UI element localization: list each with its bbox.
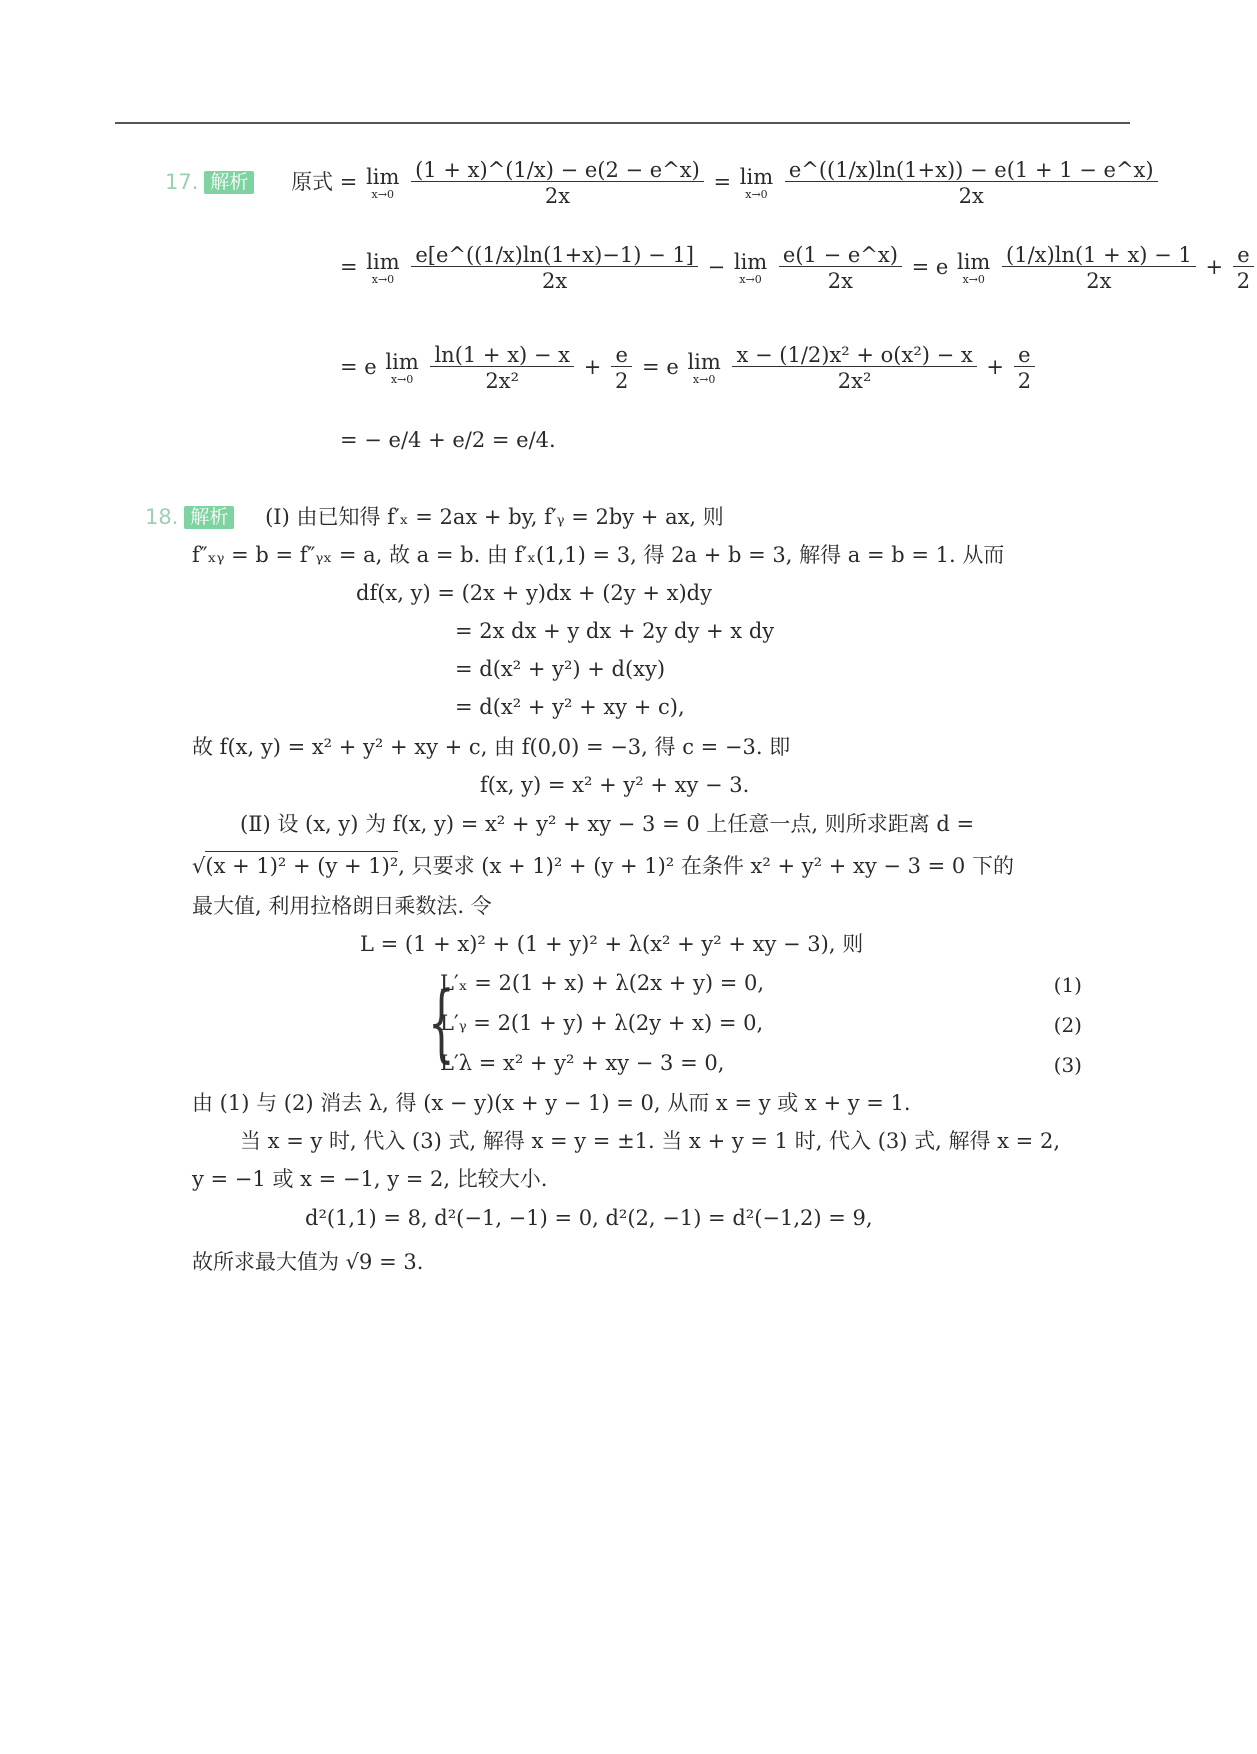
lim: lim x→0 (366, 250, 400, 286)
system-eq-3: L′λ = x² + y² + xy − 3 = 0, (440, 1051, 725, 1075)
fraction: $\frac{(1/x)\ln(1 + x) - 1}{2x}$ (1002, 245, 1196, 292)
sqrt-expression: (x + 1)² + (y + 1)² (205, 851, 398, 878)
p18-line-13: 由 (1) 与 (2) 消去 λ, 得 (x − y)(x + y − 1) = 0, 从而 x = y 或 x + y = 1. (192, 1091, 911, 1115)
p18-line-8: f(x, y) = x² + y² + xy − 3. (480, 773, 750, 797)
lim: lim x→0 (385, 350, 419, 386)
lim: lim x→0 (733, 250, 768, 286)
system-brace: { (428, 973, 455, 1071)
p18-line-2: f″ₓᵧ = b = f″ᵧₓ = a, 故 a = b. 由 f′ₓ(1,1) = 3, 得 2a + b = 3, 解得 a = b = 1. 从而 (192, 543, 1005, 567)
fraction: $\frac{e\^{}((1/x)\ln(1+x)) - e(1 + 1 - e\^{}x)}{2x}$ (785, 160, 1158, 207)
system-eq-2: L′ᵧ = 2(1 + y) + λ(2y + x) = 0, (440, 1011, 764, 1035)
equation-number-3: (3) (1053, 1053, 1082, 1077)
system-eq-1: L′ₓ = 2(1 + x) + λ(2x + y) = 0, (440, 971, 765, 995)
fraction: $\frac{\ln(1 + x) - x}{\text{2x²}}$ (430, 345, 574, 392)
p18-line-12: L = (1 + x)² + (1 + y)² + λ(x² + y² + xy − 3), 则 (360, 932, 864, 956)
fraction: $\frac{e(1 - e\^{}x)}{2x}$ (779, 245, 902, 292)
lim: lim x→0 (956, 250, 991, 286)
p17-line-2: = lim x→0 $\frac{e[e\^{}((1/x)\ln(1+x)-1) - 1]}{2x}$ − lim x→0 $\frac{e(1 - e\^{}x)}{2x}$ = e lim x→0 $\frac{(1/x)\ln(1 + x) - 1}{2x}$ + $\frac{e}{2}$ (340, 245, 1257, 292)
fraction: $\frac{e}{2}$ (1014, 345, 1035, 392)
fraction: $\frac{e[e\^{}((1/x)\ln(1+x)-1) - 1]}{2x}$ (411, 245, 698, 292)
p18-number: 18. (145, 505, 179, 529)
lim: lim x→0 (687, 350, 721, 386)
p18-line-11: 最大值, 利用拉格朗日乘数法. 令 (192, 894, 492, 918)
p18-line-10: √(x + 1)² + (y + 1)², 只要求 (x + 1)² + (y + 1)² 在条件 x² + y² + xy − 3 = 0 下的 (192, 856, 1014, 877)
p17-line-3: = e lim x→0 $\frac{\ln(1 + x) - x}{\text{2x²}}$ + $\frac{e}{2}$ = e lim x→0 $\frac{\text{x − (1/2)x² + o(x²) − x}}{\text{2x²}}$ + $\frac{e}{2}$ (340, 345, 1038, 392)
p18-line-1: 18. 解析 (Ⅰ) 由已知得 f′ₓ = 2ax + by, f′ᵧ = 2by + ax, 则 (145, 505, 724, 529)
p17-number: 17. (165, 170, 199, 194)
p18-line-15: y = −1 或 x = −1, y = 2, 比较大小. (192, 1167, 548, 1191)
p17-line-1: 17. 解析 原式 = lim x→0 $\frac{(1 + x)\^{}(1/x) - e(2 - e\^{}x)}{2x}$ = lim x→0 $\frac{e\^{}((1/x)\ln(1+x)) - e(1 + 1 - e\^{}x)}{2x}$ (165, 160, 1161, 207)
p18-line-14: 当 x = y 时, 代入 (3) 式, 解得 x = y = ±1. 当 x + y = 1 时, 代入 (3) 式, 解得 x = 2, (240, 1129, 1060, 1153)
p17-lead: 原式 (291, 170, 334, 194)
top-rule (115, 122, 1130, 124)
p18-line-16: d²(1,1) = 8, d²(−1, −1) = 0, d²(2, −1) = d²(−1,2) = 9, (305, 1206, 873, 1230)
p17-line-4: = − e/4 + e/2 = e/4. (340, 428, 556, 452)
p17-badge: 解析 (204, 171, 254, 194)
lim: lim x→0 (366, 165, 400, 201)
equation-number-1: (1) (1053, 973, 1082, 997)
p18-line-6: = d(x² + y² + xy + c), (455, 695, 685, 719)
p18-line-4: = 2x dx + y dx + 2y dy + x dy (455, 619, 775, 643)
p18-line-5: = d(x² + y²) + d(xy) (455, 657, 666, 681)
fraction: $\frac{(1 + x)\^{}(1/x) - e(2 - e\^{}x)}{2x}$ (411, 160, 704, 207)
p18-line-3: df(x, y) = (2x + y)dx + (2y + x)dy (356, 581, 712, 605)
fraction: $\frac{e}{2}$ (611, 345, 632, 392)
p18-badge: 解析 (184, 506, 234, 529)
fraction: $\frac{e}{2}$ (1233, 245, 1254, 292)
p18-line-9: (Ⅱ) 设 (x, y) 为 f(x, y) = x² + y² + xy − 3 = 0 上任意一点, 则所求距离 d = (240, 812, 975, 836)
lim: lim x→0 (739, 165, 774, 201)
p18-line-17: 故所求最大值为 √9 = 3. (192, 1250, 424, 1274)
p18-line-7: 故 f(x, y) = x² + y² + xy + c, 由 f(0,0) = −3, 得 c = −3. 即 (192, 735, 791, 759)
fraction: $\frac{\text{x − (1/2)x² + o(x²) − x}}{\text{2x²}}$ (732, 345, 976, 392)
equation-number-2: (2) (1053, 1013, 1082, 1037)
